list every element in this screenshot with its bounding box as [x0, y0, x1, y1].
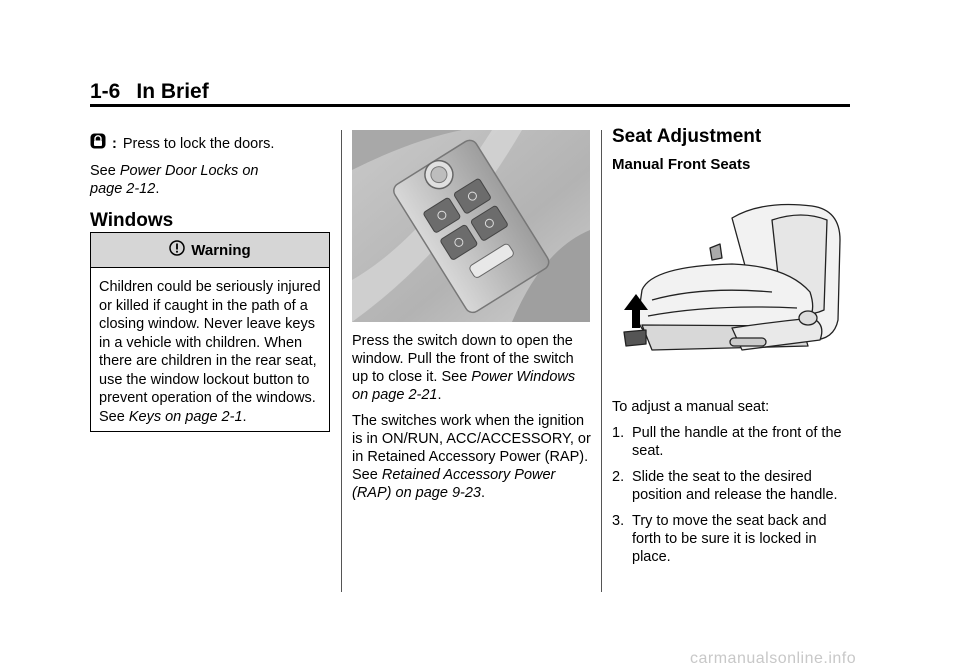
- page-number: 1-6: [90, 80, 121, 103]
- warning-header: [91, 233, 329, 268]
- seat-instructions: [612, 398, 852, 574]
- column-divider-right: [601, 130, 602, 592]
- windows-heading: Windows: [90, 210, 174, 231]
- right-column-headings: [612, 128, 852, 174]
- page-header: [90, 80, 209, 104]
- keys-link[interactable]: Keys on page 2-1: [128, 408, 243, 425]
- warning-box: [90, 232, 330, 432]
- left-column: [90, 133, 330, 230]
- list-item: 1. Pull the handle at the front of the seat.: [612, 425, 842, 459]
- see-locks: See Power Door Locks on page 2-12.: [90, 163, 259, 197]
- rap-link[interactable]: Retained Accessory Power (RAP) on page 9-23: [352, 467, 556, 501]
- header-rule: [90, 104, 850, 107]
- section-title: In Brief: [136, 80, 209, 103]
- warning-text: Children could be seriously injured or killed if caught in the path of a closing window. Never leave keys in a vehicle with children. When there are children in the rear seat, use the window lockout button to prevent operation of the windows. See: [99, 279, 321, 425]
- seat-adjustment-heading: Seat Adjustment: [612, 126, 762, 147]
- seat-illustration: [612, 200, 847, 375]
- column-divider-left: [341, 130, 342, 592]
- power-windows-paragraph: Press the switch down to open the window. Pull the front of the switch up to close it. See Power Windows on page 2-21.: [352, 333, 576, 403]
- lock-icon: [90, 133, 106, 154]
- warning-body: Children could be seriously injured or killed if caught in the path of a closing window. Never leave keys in a vehicle with children. When there are children in the rear seat, use the window lockout button to prevent operation of the windows. See Keys on page 2-1.: [99, 279, 321, 425]
- seat-intro: To adjust a manual seat:: [612, 399, 770, 415]
- lock-colon: :: [112, 135, 117, 152]
- warning-icon: [169, 240, 185, 260]
- lock-description: Press to lock the doors.: [122, 135, 275, 152]
- power-door-locks-link[interactable]: Power Door Locks on page 2-12: [90, 163, 259, 197]
- manual-front-seats-heading: Manual Front Seats: [612, 156, 751, 173]
- warning-title: Warning: [191, 241, 251, 259]
- seat-steps: [612, 424, 852, 566]
- watermark: carmanualsonline.info: [690, 650, 857, 667]
- window-switch-photo: [352, 130, 590, 322]
- power-windows-link[interactable]: Power Windows on page 2-21: [352, 369, 576, 403]
- lock-row: [90, 133, 330, 154]
- middle-column-text: [352, 332, 592, 510]
- ignition-paragraph: The switches work when the ignition is in ON/RUN, ACC/ACCESSORY, or in Retained Accessory Power (RAP). See Retained Accessory Power (RAP) on page 9-23.: [352, 413, 591, 501]
- list-item: 2. Slide the seat to the desired position and release the handle.: [612, 469, 838, 503]
- list-item: 3. Try to move the seat back and forth to be sure it is locked in place.: [612, 513, 827, 565]
